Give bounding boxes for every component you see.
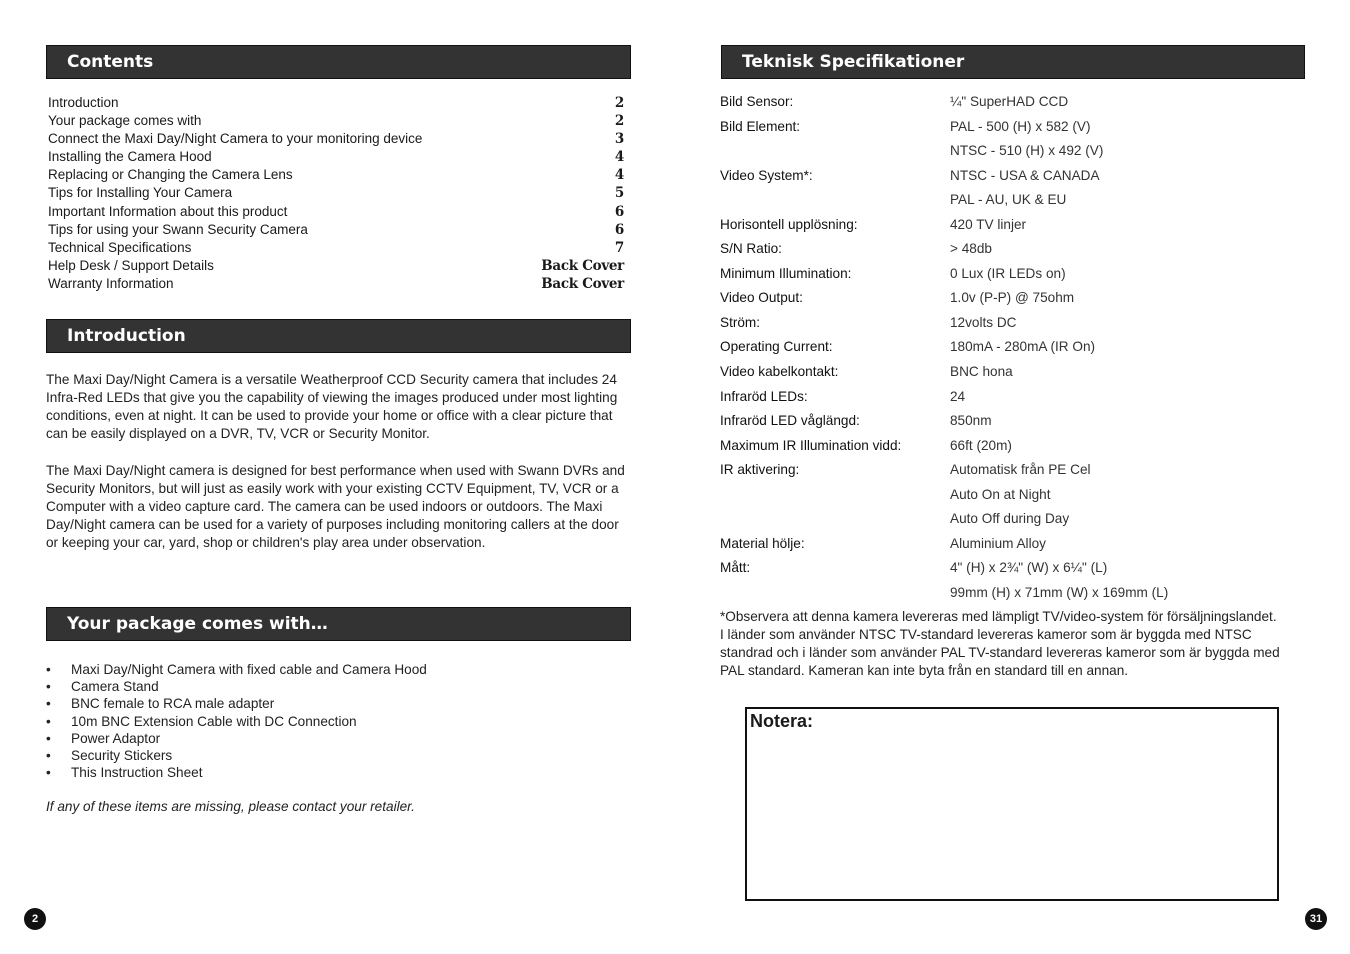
spec-label: Mått: [720, 560, 751, 576]
spec-value: ¼" SuperHAD CCD [950, 94, 1069, 109]
footnote [720, 608, 1300, 680]
spec-value: 24 [950, 388, 966, 404]
spec-row [720, 90, 1320, 115]
right-page [675, 0, 1350, 954]
footnote-line-1: *Observera att denna kamera levereras med lämpligt TV/video-system för försäljningslandet. [720, 609, 1277, 624]
spec-value: 99mm (H) x 71mm (W) x 169mm (L) [950, 584, 1169, 600]
spec-label: Infraröd LED våglängd: [720, 413, 860, 429]
spec-label: Operating Current: [720, 339, 833, 355]
spec-value: 66ft (20m) [950, 437, 1012, 453]
toc-row [48, 130, 624, 148]
spec-row [720, 385, 1320, 410]
toc-title: Installing the Camera Hood [48, 149, 212, 165]
toc-page-number: 4 [614, 167, 624, 184]
spec-row [720, 139, 1320, 164]
spec-row [720, 311, 1320, 336]
spec-row [720, 262, 1320, 287]
list-item-text: Power Adaptor [71, 730, 161, 746]
spec-row [720, 335, 1320, 360]
spec-row [720, 458, 1320, 483]
spec-label: Ström: [720, 314, 761, 330]
spec-label [720, 507, 950, 532]
spec-label: Bild Sensor: [720, 94, 794, 109]
toc-title: Tips for Installing Your Camera [48, 185, 233, 201]
list-item [46, 730, 630, 747]
spec-value: 1.0v (P-P) @ 75ohm [950, 290, 1075, 306]
spec-label: Infraröd LEDs: [720, 388, 808, 404]
toc-page-number: 2 [614, 95, 624, 111]
toc-row [48, 275, 624, 293]
spec-value: 12volts DC [950, 314, 1017, 330]
footnote-line-2: I länder som använder NTSC TV-standard levereras kameror som är byggda med NTSC standrad och i länder som använder PAL TV-standard levereras kameror som är byggda med PAL standard. Kameran kan inte byta från en standard till en annan. [720, 627, 1280, 679]
spec-label: Video Output: [720, 290, 803, 306]
spec-heading: Teknisk Specifikationer [721, 45, 1305, 79]
spec-label [720, 581, 950, 606]
spec-label: Material hölje: [720, 535, 805, 551]
spec-label: Bild Element: [720, 118, 801, 134]
spec-row [720, 507, 1320, 532]
toc-row [48, 166, 624, 184]
bullet-icon: • [46, 679, 51, 695]
spec-row [720, 237, 1320, 262]
spec-value: 420 TV linjer [950, 216, 1027, 232]
list-item [46, 747, 630, 764]
list-item-text: BNC female to RCA male adapter [71, 696, 275, 712]
table-of-contents [48, 94, 624, 293]
page-number-left: 2 [24, 908, 46, 930]
spec-label [720, 139, 950, 164]
contents-heading: Contents [46, 45, 631, 79]
spec-row [720, 164, 1320, 189]
spec-value: PAL - AU, UK & EU [950, 192, 1067, 208]
missing-items-note: If any of these items are missing, please contact your retailer. [46, 799, 415, 814]
spec-value: NTSC - USA & CANADA [950, 167, 1100, 183]
spec-value: 180mA - 280mA (IR On) [950, 339, 1096, 355]
spec-value: Auto Off during Day [950, 511, 1070, 527]
spec-value: 0 Lux (IR LEDs on) [950, 265, 1066, 281]
spec-row [720, 213, 1320, 238]
bullet-icon: • [46, 747, 51, 763]
toc-title: Warranty Information [48, 275, 174, 291]
list-item [46, 661, 630, 678]
spec-label: Video kabelkontakt: [720, 364, 839, 380]
toc-title: Your package comes with [48, 113, 202, 129]
toc-title: Introduction [48, 95, 119, 110]
spec-value: 4" (H) x 2¾" (W) x 6¼" (L) [950, 560, 1108, 576]
spec-label: IR aktivering: [720, 462, 800, 478]
spec-value: 850nm [950, 413, 992, 429]
list-item [46, 678, 630, 695]
toc-title: Important Information about this product [48, 203, 288, 219]
toc-title: Help Desk / Support Details [48, 257, 214, 273]
toc-row [48, 257, 624, 275]
spec-row [720, 188, 1320, 213]
spec-value: PAL - 500 (H) x 582 (V) [950, 118, 1091, 134]
spec-value: > 48db [950, 241, 992, 257]
list-item [46, 764, 630, 781]
spec-label [720, 188, 950, 213]
spec-row [720, 434, 1320, 459]
toc-row [48, 94, 624, 112]
spec-label: Horisontell upplösning: [720, 216, 858, 232]
toc-row [48, 112, 624, 130]
spec-label: Minimum Illumination: [720, 265, 852, 281]
toc-row [48, 221, 624, 239]
page-number-right: 31 [1305, 908, 1327, 930]
list-item-text: Camera Stand [71, 679, 159, 695]
toc-row [48, 184, 624, 202]
toc-row [48, 148, 624, 166]
list-item-text: Maxi Day/Night Camera with fixed cable and Camera Hood [71, 662, 427, 677]
bullet-icon: • [46, 662, 51, 677]
package-heading: Your package comes with… [46, 607, 631, 641]
toc-page-number: Back Cover [541, 275, 624, 292]
toc-page-number: 3 [614, 131, 624, 148]
toc-row [48, 239, 624, 257]
spec-row [720, 483, 1320, 508]
spec-row [720, 581, 1320, 606]
introduction-heading: Introduction [46, 319, 631, 353]
spec-label: Video System*: [720, 167, 813, 183]
list-item-text: This Instruction Sheet [71, 765, 203, 781]
bullet-icon: • [46, 696, 51, 712]
toc-row [48, 203, 624, 221]
spec-table [720, 90, 1320, 605]
spec-row [720, 360, 1320, 385]
spec-row [720, 286, 1320, 311]
toc-page-number: Back Cover [541, 257, 624, 274]
list-item-text: Security Stickers [71, 747, 173, 763]
toc-title: Tips for using your Swann Security Camera [48, 221, 308, 237]
toc-page-number: 6 [614, 203, 624, 220]
spec-label [720, 483, 950, 508]
bullet-icon: • [46, 730, 51, 746]
toc-page-number: 6 [614, 221, 624, 238]
toc-title: Connect the Maxi Day/Night Camera to your monitoring device [48, 131, 423, 147]
notes-title: Notera: [750, 711, 814, 731]
notes-box [745, 707, 1279, 901]
spec-label: Maximum IR Illumination vidd: [720, 437, 902, 453]
spec-row [720, 409, 1320, 434]
bullet-icon: • [46, 765, 51, 781]
spec-value: NTSC - 510 (H) x 492 (V) [950, 143, 1104, 159]
spec-value: Auto On at Night [950, 486, 1051, 502]
list-item-text: 10m BNC Extension Cable with DC Connection [71, 713, 357, 729]
toc-title: Replacing or Changing the Camera Lens [48, 167, 293, 183]
spec-row [720, 115, 1320, 140]
spec-value: Aluminium Alloy [950, 535, 1046, 551]
list-item [46, 713, 630, 730]
toc-page-number: 5 [614, 185, 624, 202]
toc-page-number: 4 [614, 149, 624, 166]
list-item [46, 695, 630, 712]
intro-paragraph-2: The Maxi Day/Night camera is designed for best performance when used with Swann DVRs and Security Monitors, but will just as easily work with your existing CCTV Equipment, TV, VCR or a Computer with a video capture card. The camera can be used indoors or outdoors. The Maxi Day/Night camera can be used for a variety of purposes including monitoring callers at the door or keeping your car, yard, shop or children's play area under observation. [46, 463, 625, 551]
spec-row [720, 556, 1320, 581]
bullet-icon: • [46, 713, 51, 729]
spec-value: BNC hona [950, 364, 1013, 380]
package-list [46, 661, 630, 781]
intro-paragraph-1: The Maxi Day/Night Camera is a versatile Weatherproof CCD Security camera that includes 24 Infra-Red LEDs that give you the capability of viewing the images produced under most lighting conditions, even at night. It can be used to provide your home or office with a clear picture that can be easily displayed on a DVR, TV, VCR or Security Monitor. [46, 372, 618, 442]
toc-title: Technical Specifications [48, 239, 192, 255]
spec-label: S/N Ratio: [720, 241, 782, 257]
spec-row [720, 532, 1320, 557]
toc-page-number: 2 [614, 113, 624, 130]
spec-value: Automatisk från PE Cel [950, 462, 1091, 478]
toc-page-number: 7 [614, 239, 624, 256]
